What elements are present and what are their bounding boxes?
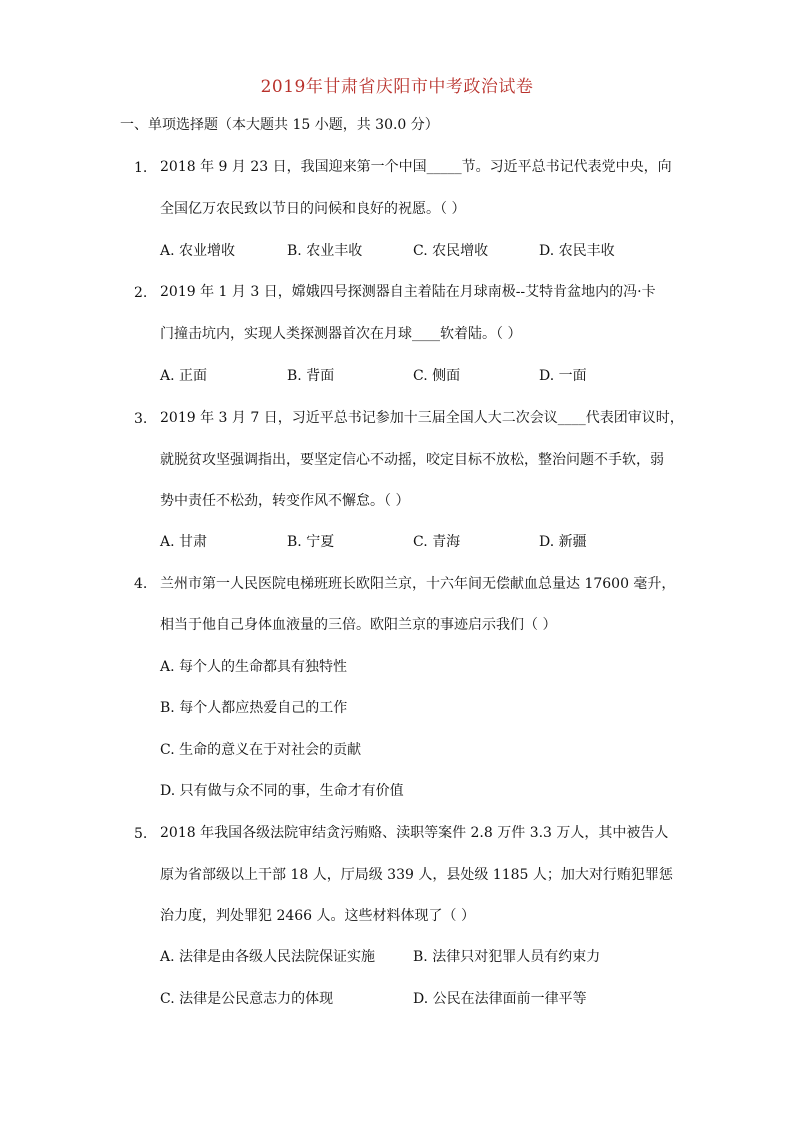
option-c[interactable]: C. 生命的意义在于对社会的贡献 <box>160 742 362 758</box>
option-a[interactable]: A. 农业增收 <box>160 243 236 259</box>
option-b[interactable]: B. 背面 <box>287 368 335 384</box>
question-number: 2. <box>134 285 148 301</box>
question-number: 1. <box>134 160 148 176</box>
option-b[interactable]: B. 法律只对犯罪人员有约束力 <box>413 949 601 965</box>
question-text-line: 2018 年 9 月 23 日，我国迎来第一个中国_____节。习近平总书记代表党中央，向 <box>160 159 672 175</box>
option-a[interactable]: A. 法律是由各级人民法院保证实施 <box>160 949 376 965</box>
option-a[interactable]: A. 正面 <box>160 368 208 384</box>
option-d[interactable]: D. 新疆 <box>539 534 587 550</box>
option-d[interactable]: D. 一面 <box>539 368 587 384</box>
question-text-line: 治力度，判处罪犯 2466 人。这些材料体现了（ ） <box>160 908 475 924</box>
option-c[interactable]: C. 法律是公民意志力的体现 <box>160 991 334 1007</box>
option-c[interactable]: C. 侧面 <box>413 368 461 384</box>
option-d[interactable]: D. 只有做与众不同的事，生命才有价值 <box>160 783 404 799</box>
question-text-line: 门撞击坑内，实现人类探测器首次在月球____软着陆。（ ） <box>160 326 522 342</box>
option-b[interactable]: B. 每个人都应热爱自己的工作 <box>160 700 348 716</box>
option-a[interactable]: A. 每个人的生命都具有独特性 <box>160 659 348 675</box>
option-d[interactable]: D. 公民在法律面前一律平等 <box>413 991 587 1007</box>
question-number: 3. <box>134 411 148 427</box>
question-text-line: 2019 年 1 月 3 日，嫦娥四号探测器自主着陆在月球南极--艾特肯盆地内的冯·卡 <box>160 284 656 300</box>
question-text-line: 就脱贫攻坚强调指出，要坚定信心不动摇，咬定目标不放松，整治问题不手软，弱 <box>160 452 664 468</box>
question-text-line: 全国亿万农民致以节日的问候和良好的祝愿。（ ） <box>160 201 466 217</box>
question-text-line: 相当于他自己身体血液量的三倍。欧阳兰京的事迹启示我们（ ） <box>160 617 557 633</box>
question-text-line: 2018 年我国各级法院审结贪污贿赂、渎职等案件 2.8 万件 3.3 万人，其中被告人 <box>160 825 669 841</box>
option-a[interactable]: A. 甘肃 <box>160 534 208 550</box>
page-title: 2019年甘肃省庆阳市中考政治试卷 <box>260 77 534 97</box>
question-text-line: 兰州市第一人民医院电梯班班长欧阳兰京，十六年间无偿献血总量达 17600 毫升， <box>160 576 676 592</box>
question-text-line: 原为省部级以上干部 18 人，厅局级 339 人，县处级 1185 人；加大对行贿犯罪惩 <box>160 867 673 883</box>
section-heading: 一、单项选择题（本大题共 15 小题，共 30.0 分） <box>120 117 439 133</box>
option-c[interactable]: C. 农民增收 <box>413 243 489 259</box>
question-text-line: 2019 年 3 月 7 日，习近平总书记参加十三届全国人大二次会议____代表团审议时， <box>160 410 684 426</box>
option-d[interactable]: D. 农民丰收 <box>539 243 615 259</box>
option-b[interactable]: B. 农业丰收 <box>287 243 363 259</box>
question-text-line: 势中责任不松劲，转变作风不懈怠。（ ） <box>160 493 410 509</box>
question-number: 5. <box>134 826 148 842</box>
question-number: 4. <box>134 576 148 592</box>
option-b[interactable]: B. 宁夏 <box>287 534 335 550</box>
option-c[interactable]: C. 青海 <box>413 534 461 550</box>
